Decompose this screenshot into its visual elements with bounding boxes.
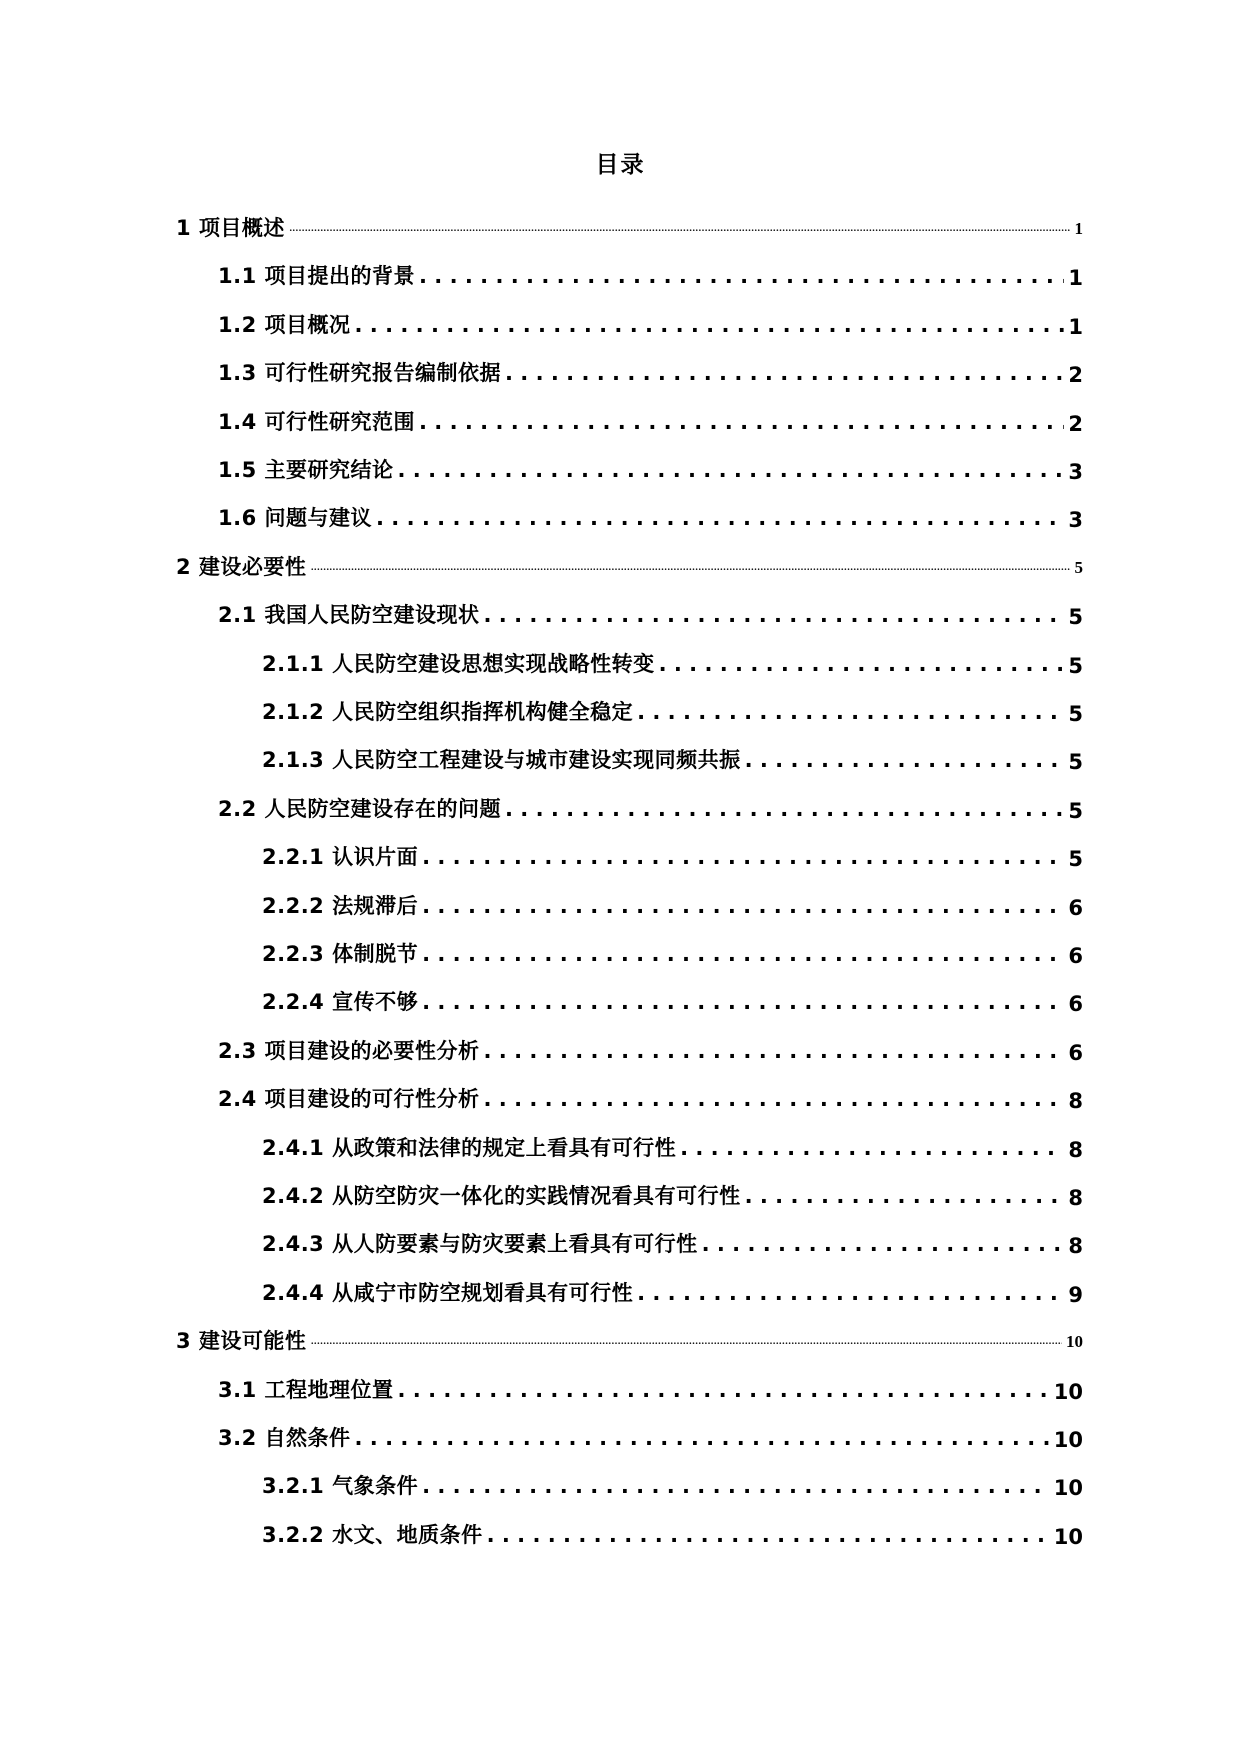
toc-leader-dots — [680, 1132, 1064, 1162]
toc-entry-label: 1.1 项目提出的背景 — [218, 264, 416, 288]
toc-entry[interactable] — [218, 454, 1083, 484]
toc-page-number: 10 — [1066, 1332, 1083, 1351]
toc-entry-label: 3.2 自然条件 — [218, 1426, 351, 1450]
toc-entry[interactable] — [176, 551, 1083, 581]
toc-leader-dots — [745, 1180, 1065, 1210]
toc-page-number: 5 — [1068, 605, 1083, 629]
toc-entry[interactable] — [218, 599, 1083, 629]
toc-leader-dots — [745, 744, 1065, 774]
toc-entry[interactable] — [218, 309, 1083, 339]
toc-entry-label: 2.2.3 体制脱节 — [262, 942, 419, 966]
toc-entry-label: 1.5 主要研究结论 — [218, 458, 394, 482]
toc-entry-label: 1.4 可行性研究范围 — [218, 410, 416, 434]
toc-leader-dots — [398, 1374, 1050, 1404]
toc-entry[interactable] — [262, 648, 1083, 678]
toc-entry[interactable] — [218, 1083, 1083, 1113]
toc-entry[interactable] — [262, 1132, 1083, 1162]
toc-entry-label: 1.6 问题与建议 — [218, 506, 373, 530]
toc-entry-label: 1 项目概述 — [176, 216, 285, 240]
toc-entry-label: 2.2.4 宣传不够 — [262, 990, 419, 1014]
toc-page-number: 6 — [1068, 944, 1083, 968]
toc-leader-dots — [484, 1035, 1065, 1065]
toc-leader-dots — [310, 551, 1070, 581]
toc-page-number: 3 — [1068, 508, 1083, 532]
toc-leader-dots — [505, 793, 1064, 823]
toc-entry[interactable] — [262, 890, 1083, 920]
toc-entry-label: 1.2 项目概况 — [218, 313, 351, 337]
toc-leader-dots — [398, 454, 1065, 484]
toc-entry[interactable] — [176, 212, 1083, 242]
toc-entry-label: 2.1.1 人民防空建设思想实现战略性转变 — [262, 652, 655, 676]
toc-entry-label: 2.2 人民防空建设存在的问题 — [218, 797, 502, 821]
toc-entry[interactable] — [262, 1277, 1083, 1307]
toc-leader-dots — [422, 890, 1064, 920]
toc-page-number: 6 — [1068, 896, 1083, 920]
toc-leader-dots — [484, 599, 1065, 629]
toc-leader-dots — [376, 502, 1064, 532]
toc-entry-label: 2.1 我国人民防空建设现状 — [218, 603, 480, 627]
toc-leader-dots — [289, 212, 1071, 242]
toc-page-number: 2 — [1068, 412, 1083, 436]
toc-leader-dots — [422, 1470, 1050, 1500]
toc-page-number: 8 — [1068, 1089, 1083, 1113]
toc-entry-label: 3 建设可能性 — [176, 1329, 307, 1353]
toc-entry-label: 3.1 工程地理位置 — [218, 1378, 394, 1402]
toc-page-number: 10 — [1053, 1428, 1083, 1452]
toc-entry-label: 2.2.2 法规滞后 — [262, 894, 419, 918]
toc-entry[interactable] — [262, 938, 1083, 968]
toc-page-number: 5 — [1068, 799, 1083, 823]
toc-entry-label: 2.1.3 人民防空工程建设与城市建设实现同频共振 — [262, 748, 741, 772]
toc-entry-label: 2 建设必要性 — [176, 555, 307, 579]
toc-page-number: 5 — [1068, 702, 1083, 726]
toc-entry[interactable] — [218, 406, 1083, 436]
toc-entry[interactable] — [262, 1470, 1083, 1500]
toc-entry[interactable] — [262, 1180, 1083, 1210]
toc-entry[interactable] — [218, 357, 1083, 387]
toc-entry-label: 2.4.2 从防空防灾一体化的实践情况看具有可行性 — [262, 1184, 741, 1208]
toc-page-number: 1 — [1074, 219, 1083, 238]
toc-entry[interactable] — [218, 502, 1083, 532]
toc-page-number: 3 — [1068, 460, 1083, 484]
toc-page-number: 6 — [1068, 992, 1083, 1016]
toc-leader-dots — [355, 309, 1065, 339]
page-title: 目录 — [595, 152, 646, 178]
toc-entry-label: 1.3 可行性研究报告编制依据 — [218, 361, 502, 385]
toc-entry-label: 2.4 项目建设的可行性分析 — [218, 1087, 480, 1111]
toc-leader-dots — [419, 406, 1064, 436]
toc-entry-label: 2.3 项目建设的必要性分析 — [218, 1039, 480, 1063]
toc-leader-dots — [422, 841, 1064, 871]
toc-entry[interactable] — [218, 1422, 1083, 1452]
toc-leader-dots — [310, 1325, 1062, 1355]
toc-page-number: 10 — [1053, 1380, 1083, 1404]
toc-leader-dots — [484, 1083, 1065, 1113]
toc-leader-dots — [659, 648, 1065, 678]
toc-page-number: 1 — [1068, 315, 1083, 339]
toc-page-number: 10 — [1053, 1476, 1083, 1500]
toc-entry-label: 2.4.3 从人防要素与防灾要素上看具有可行性 — [262, 1232, 698, 1256]
toc-page-number: 8 — [1068, 1186, 1083, 1210]
toc-leader-dots — [422, 938, 1064, 968]
toc-entry[interactable] — [176, 1325, 1083, 1355]
toc-entry-label: 2.4.1 从政策和法律的规定上看具有可行性 — [262, 1136, 677, 1160]
toc-leader-dots — [487, 1519, 1050, 1549]
toc-page-number: 5 — [1074, 558, 1083, 577]
toc-entry[interactable] — [262, 696, 1083, 726]
toc-page-number: 1 — [1068, 266, 1083, 290]
toc-page-number: 2 — [1068, 363, 1083, 387]
toc-entry[interactable] — [262, 841, 1083, 871]
toc-page-number: 5 — [1068, 847, 1083, 871]
toc-entry[interactable] — [262, 744, 1083, 774]
toc-leader-dots — [355, 1422, 1050, 1452]
toc-entry-label: 2.1.2 人民防空组织指挥机构健全稳定 — [262, 700, 634, 724]
toc-page-number: 6 — [1068, 1041, 1083, 1065]
toc-entry[interactable] — [218, 260, 1083, 290]
toc-page-number: 8 — [1068, 1138, 1083, 1162]
toc-leader-dots — [637, 696, 1064, 726]
toc-page-number: 5 — [1068, 750, 1083, 774]
toc-page-number: 5 — [1068, 654, 1083, 678]
toc-entry[interactable] — [218, 1374, 1083, 1404]
toc-leader-dots — [505, 357, 1064, 387]
toc-leader-dots — [702, 1228, 1065, 1258]
toc-page-number: 8 — [1068, 1234, 1083, 1258]
toc-page-number: 9 — [1068, 1283, 1083, 1307]
toc-entry[interactable] — [262, 1228, 1083, 1258]
toc-leader-dots — [422, 986, 1064, 1016]
toc-page-number: 10 — [1053, 1525, 1083, 1549]
toc-entry-label: 3.2.2 水文、地质条件 — [262, 1523, 483, 1547]
toc-entry[interactable] — [218, 793, 1083, 823]
toc-entry-label: 2.4.4 从咸宁市防空规划看具有可行性 — [262, 1281, 634, 1305]
toc-entry[interactable] — [262, 986, 1083, 1016]
toc-entry[interactable] — [262, 1519, 1083, 1549]
toc-entry[interactable] — [218, 1035, 1083, 1065]
toc-entry-label: 2.2.1 认识片面 — [262, 845, 419, 869]
toc-entry-label: 3.2.1 气象条件 — [262, 1474, 419, 1498]
toc-leader-dots — [637, 1277, 1064, 1307]
toc-leader-dots — [419, 260, 1064, 290]
